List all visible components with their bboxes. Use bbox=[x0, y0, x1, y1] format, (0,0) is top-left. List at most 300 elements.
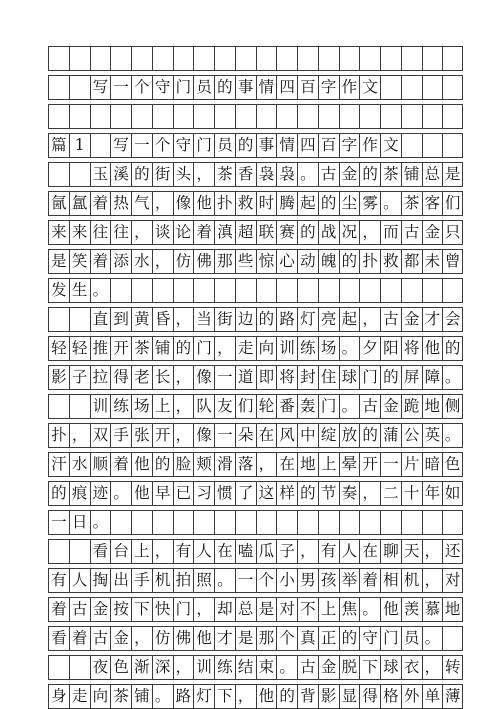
grid-cell bbox=[401, 134, 422, 157]
grid-cell: 古 bbox=[69, 598, 90, 621]
grid-cell: 痕 bbox=[69, 482, 90, 505]
grid-cell: 一 bbox=[110, 76, 131, 99]
grid-cell: 张 bbox=[131, 424, 152, 447]
grid-cell: 热 bbox=[110, 192, 131, 215]
grid-cell bbox=[69, 308, 90, 331]
grid-cell bbox=[442, 47, 463, 70]
grid-cell bbox=[110, 511, 131, 534]
grid-cell: 早 bbox=[152, 482, 173, 505]
grid-cell: 们 bbox=[235, 395, 256, 418]
grid-cell bbox=[318, 279, 339, 302]
grid-cell: 孩 bbox=[318, 569, 339, 592]
grid-cell: 。 bbox=[152, 685, 173, 708]
grid-cell bbox=[318, 105, 339, 128]
grid-cell: 掏 bbox=[90, 569, 111, 592]
grid-cell bbox=[48, 656, 69, 679]
grid-cell: 那 bbox=[256, 627, 277, 650]
grid-cell: 上 bbox=[131, 540, 152, 563]
grid-cell: 文 bbox=[359, 76, 380, 99]
grid-cell: 古 bbox=[359, 395, 380, 418]
grid-cell: 往 bbox=[90, 221, 111, 244]
grid-cell: ， bbox=[422, 540, 443, 563]
grid-cell: 。 bbox=[110, 482, 131, 505]
grid-cell bbox=[131, 47, 152, 70]
grid-cell: 开 bbox=[110, 337, 131, 360]
grid-cell: 着 bbox=[110, 453, 131, 476]
grid-cell bbox=[48, 105, 69, 128]
grid-cell: 色 bbox=[442, 453, 463, 476]
grid-cell: 外 bbox=[401, 685, 422, 708]
grid-cell: 轻 bbox=[48, 337, 69, 360]
grid-cell: 番 bbox=[276, 395, 297, 418]
grid-cell: 轮 bbox=[256, 395, 277, 418]
grid-cell: 拉 bbox=[90, 366, 111, 389]
grid-cell: 他 bbox=[380, 598, 401, 621]
grid-cell bbox=[442, 511, 463, 534]
grid-cell: 茶 bbox=[401, 192, 422, 215]
grid-cell: 些 bbox=[235, 250, 256, 273]
grid-cell: 有 bbox=[318, 540, 339, 563]
grid-cell: 滇 bbox=[214, 221, 235, 244]
grid-cell: 向 bbox=[90, 685, 111, 708]
grid-cell bbox=[442, 279, 463, 302]
grid-cell bbox=[422, 105, 443, 128]
text-row bbox=[48, 249, 463, 274]
grid-cell: 佛 bbox=[193, 250, 214, 273]
grid-cell: 的 bbox=[297, 221, 318, 244]
grid-cell: ， bbox=[297, 540, 318, 563]
grid-cell bbox=[193, 105, 214, 128]
grid-cell: 在 bbox=[256, 424, 277, 447]
grid-cell: 个 bbox=[276, 627, 297, 650]
grid-cell bbox=[214, 279, 235, 302]
grid-cell: 个 bbox=[131, 76, 152, 99]
grid-cell: 深 bbox=[152, 656, 173, 679]
grid-cell: 袅 bbox=[276, 163, 297, 186]
grid-cell: 像 bbox=[193, 424, 214, 447]
text-row bbox=[48, 191, 463, 216]
grid-cell bbox=[48, 47, 69, 70]
grid-cell: 道 bbox=[235, 366, 256, 389]
grid-cell bbox=[173, 47, 194, 70]
grid-cell: 。 bbox=[214, 569, 235, 592]
grid-cell: 地 bbox=[297, 453, 318, 476]
grid-cell bbox=[442, 76, 463, 99]
grid-cell: 嗑 bbox=[235, 540, 256, 563]
grid-cell: 救 bbox=[235, 192, 256, 215]
grid-cell: 场 bbox=[318, 337, 339, 360]
grid-cell: 字 bbox=[318, 76, 339, 99]
grid-cell: 如 bbox=[442, 482, 463, 505]
grid-cell: 年 bbox=[422, 482, 443, 505]
section-title-row bbox=[48, 133, 463, 158]
grid-cell: 人 bbox=[193, 540, 214, 563]
grid-cell: 练 bbox=[110, 395, 131, 418]
grid-cell: 他 bbox=[193, 627, 214, 650]
grid-cell: 情 bbox=[276, 134, 297, 157]
grid-cell: 不 bbox=[297, 598, 318, 621]
grid-cell: 向 bbox=[256, 337, 277, 360]
grid-cell bbox=[48, 163, 69, 186]
grid-cell: 暗 bbox=[422, 453, 443, 476]
grid-cell bbox=[152, 105, 173, 128]
grid-cell: 羡 bbox=[401, 598, 422, 621]
text-row bbox=[48, 394, 463, 419]
grid-cell: 在 bbox=[276, 453, 297, 476]
grid-cell: 像 bbox=[173, 192, 194, 215]
grid-cell bbox=[214, 511, 235, 534]
grid-cell: 轻 bbox=[69, 337, 90, 360]
grid-cell: 作 bbox=[359, 134, 380, 157]
grid-cell bbox=[339, 47, 360, 70]
grid-cell bbox=[359, 47, 380, 70]
grid-cell: 在 bbox=[214, 540, 235, 563]
grid-cell bbox=[110, 279, 131, 302]
grid-cell: 作 bbox=[339, 76, 360, 99]
grid-cell bbox=[422, 279, 443, 302]
grid-cell: 走 bbox=[69, 685, 90, 708]
grid-cell: 来 bbox=[48, 221, 69, 244]
grid-cell bbox=[256, 105, 277, 128]
grid-cell bbox=[69, 395, 90, 418]
grid-cell: 的 bbox=[152, 453, 173, 476]
grid-cell bbox=[276, 279, 297, 302]
grid-cell: 手 bbox=[131, 569, 152, 592]
grid-cell: 一 bbox=[131, 134, 152, 157]
grid-cell: 却 bbox=[214, 598, 235, 621]
grid-cell bbox=[276, 511, 297, 534]
text-row bbox=[48, 510, 463, 535]
text-row bbox=[48, 423, 463, 448]
grid-cell: ， bbox=[173, 366, 194, 389]
grid-cell: 金 bbox=[90, 598, 111, 621]
grid-cell bbox=[339, 279, 360, 302]
grid-cell bbox=[359, 279, 380, 302]
grid-cell: 上 bbox=[318, 453, 339, 476]
grid-cell bbox=[442, 627, 463, 650]
grid-cell bbox=[90, 47, 111, 70]
grid-cell: 着 bbox=[193, 221, 214, 244]
grid-cell: 机 bbox=[401, 569, 422, 592]
grid-cell: 灯 bbox=[297, 308, 318, 331]
grid-cell: 一 bbox=[214, 424, 235, 447]
grid-cell: 尘 bbox=[339, 192, 360, 215]
grid-cell: 地 bbox=[422, 395, 443, 418]
grid-cell bbox=[214, 47, 235, 70]
grid-cell: 茶 bbox=[380, 163, 401, 186]
grid-cell: 下 bbox=[131, 598, 152, 621]
grid-cell: 是 bbox=[48, 250, 69, 273]
grid-cell: 的 bbox=[359, 424, 380, 447]
grid-cell: 边 bbox=[235, 308, 256, 331]
grid-cell: 像 bbox=[193, 366, 214, 389]
grid-cell: 才 bbox=[422, 308, 443, 331]
grid-cell: 百 bbox=[297, 76, 318, 99]
grid-cell: 双 bbox=[90, 424, 111, 447]
grid-cell: 人 bbox=[69, 569, 90, 592]
grid-cell bbox=[152, 47, 173, 70]
grid-cell: 到 bbox=[110, 308, 131, 331]
grid-cell: 看 bbox=[48, 627, 69, 650]
grid-cell bbox=[297, 105, 318, 128]
grid-cell: 小 bbox=[276, 569, 297, 592]
grid-cell: ， bbox=[69, 424, 90, 447]
grid-cell bbox=[339, 511, 360, 534]
grid-cell: 玉 bbox=[90, 163, 111, 186]
grid-cell bbox=[131, 279, 152, 302]
grid-cell: 门 bbox=[318, 395, 339, 418]
grid-cell: 背 bbox=[297, 685, 318, 708]
grid-cell bbox=[442, 134, 463, 157]
grid-cell: 袅 bbox=[256, 163, 277, 186]
grid-cell: 友 bbox=[214, 395, 235, 418]
grid-cell: 场 bbox=[131, 395, 152, 418]
grid-cell: 客 bbox=[422, 192, 443, 215]
text-row bbox=[48, 597, 463, 622]
grid-cell bbox=[48, 540, 69, 563]
grid-cell: 子 bbox=[276, 540, 297, 563]
grid-cell: 文 bbox=[380, 134, 401, 157]
grid-cell bbox=[193, 47, 214, 70]
grid-cell bbox=[297, 279, 318, 302]
grid-cell: 举 bbox=[339, 569, 360, 592]
grid-cell bbox=[401, 279, 422, 302]
grid-cell: 仿 bbox=[173, 250, 194, 273]
grid-cell: 上 bbox=[152, 395, 173, 418]
grid-cell bbox=[422, 47, 443, 70]
grid-cell: 添 bbox=[110, 250, 131, 273]
grid-cell: 黄 bbox=[131, 308, 152, 331]
grid-cell bbox=[193, 279, 214, 302]
grid-cell: 那 bbox=[214, 250, 235, 273]
grid-cell: ， bbox=[193, 163, 214, 186]
grid-cell: ， bbox=[422, 656, 443, 679]
text-row bbox=[48, 626, 463, 651]
grid-cell: 晕 bbox=[339, 453, 360, 476]
grid-cell: 日 bbox=[69, 511, 90, 534]
grid-cell: ， bbox=[235, 685, 256, 708]
grid-cell: 惯 bbox=[214, 482, 235, 505]
grid-cell: 走 bbox=[235, 337, 256, 360]
grid-cell: 训 bbox=[90, 395, 111, 418]
text-row bbox=[48, 162, 463, 187]
grid-cell: 铺 bbox=[401, 163, 422, 186]
grid-cell: 。 bbox=[276, 656, 297, 679]
grid-cell: 汗 bbox=[48, 453, 69, 476]
grid-cell: 夜 bbox=[90, 656, 111, 679]
grid-cell: 门 bbox=[193, 134, 214, 157]
grid-cell: 的 bbox=[256, 308, 277, 331]
grid-cell bbox=[48, 395, 69, 418]
grid-cell: 这 bbox=[256, 482, 277, 505]
grid-cell: 样 bbox=[276, 482, 297, 505]
grid-cell: 住 bbox=[318, 366, 339, 389]
grid-cell: ， bbox=[256, 453, 277, 476]
grid-cell: 的 bbox=[276, 685, 297, 708]
grid-cell: 。 bbox=[339, 395, 360, 418]
grid-cell: 片 bbox=[401, 453, 422, 476]
grid-cell: 的 bbox=[380, 366, 401, 389]
grid-cell: 扑 bbox=[48, 424, 69, 447]
grid-cell: 灯 bbox=[193, 685, 214, 708]
grid-cell: 屏 bbox=[401, 366, 422, 389]
grid-cell: 夕 bbox=[359, 337, 380, 360]
text-row bbox=[48, 655, 463, 680]
grid-cell: 球 bbox=[339, 366, 360, 389]
grid-cell: 按 bbox=[110, 598, 131, 621]
grid-cell: 门 bbox=[173, 598, 194, 621]
grid-cell bbox=[380, 47, 401, 70]
grid-cell: 他 bbox=[131, 482, 152, 505]
grid-cell: 当 bbox=[193, 308, 214, 331]
grid-cell bbox=[235, 105, 256, 128]
grid-cell: 古 bbox=[90, 627, 111, 650]
grid-cell: 起 bbox=[297, 192, 318, 215]
grid-cell: 茶 bbox=[131, 337, 152, 360]
grid-cell: ， bbox=[173, 424, 194, 447]
grid-cell: 天 bbox=[401, 540, 422, 563]
grid-cell: 。 bbox=[297, 163, 318, 186]
grid-cell: 长 bbox=[152, 366, 173, 389]
grid-cell: 是 bbox=[256, 598, 277, 621]
grid-cell: 的 bbox=[214, 76, 235, 99]
grid-cell: 影 bbox=[48, 366, 69, 389]
grid-cell: 扑 bbox=[359, 250, 380, 273]
grid-cell: 扑 bbox=[214, 192, 235, 215]
grid-cell bbox=[256, 279, 277, 302]
grid-cell: 薄 bbox=[442, 685, 463, 708]
grid-cell: 水 bbox=[69, 453, 90, 476]
grid-cell: 颊 bbox=[193, 453, 214, 476]
grid-cell: 惊 bbox=[256, 250, 277, 273]
grid-cell bbox=[401, 47, 422, 70]
grid-cell: 单 bbox=[422, 685, 443, 708]
grid-cell: 的 bbox=[297, 482, 318, 505]
text-row bbox=[48, 365, 463, 390]
grid-cell: 谈 bbox=[152, 221, 173, 244]
grid-cell: 昏 bbox=[152, 308, 173, 331]
grid-cell bbox=[401, 76, 422, 99]
grid-cell: 员 bbox=[214, 134, 235, 157]
grid-cell bbox=[90, 134, 111, 157]
grid-cell: 水 bbox=[131, 250, 152, 273]
grid-cell bbox=[442, 105, 463, 128]
grid-cell: 跪 bbox=[401, 395, 422, 418]
grid-cell bbox=[318, 511, 339, 534]
grid-cell: 朵 bbox=[235, 424, 256, 447]
grid-cell: 茶 bbox=[110, 685, 131, 708]
grid-cell: 上 bbox=[318, 598, 339, 621]
grid-cell: 手 bbox=[110, 424, 131, 447]
grid-cell: 的 bbox=[131, 163, 152, 186]
grid-cell: 焦 bbox=[339, 598, 360, 621]
grid-cell: 的 bbox=[318, 192, 339, 215]
grid-cell: 往 bbox=[110, 221, 131, 244]
grid-cell: 动 bbox=[297, 250, 318, 273]
grid-cell: 已 bbox=[173, 482, 194, 505]
grid-cell: 影 bbox=[318, 685, 339, 708]
grid-cell: 的 bbox=[235, 134, 256, 157]
grid-cell: 铺 bbox=[131, 685, 152, 708]
grid-cell: 老 bbox=[131, 366, 152, 389]
grid-cell: 况 bbox=[339, 221, 360, 244]
grid-cell: 节 bbox=[318, 482, 339, 505]
grid-cell bbox=[214, 105, 235, 128]
grid-cell: 脱 bbox=[339, 656, 360, 679]
grid-cell: 。 bbox=[90, 511, 111, 534]
grid-cell: 百 bbox=[318, 134, 339, 157]
grid-cell: 。 bbox=[380, 192, 401, 215]
text-row bbox=[48, 568, 463, 593]
grid-cell: ， bbox=[131, 221, 152, 244]
grid-cell: 转 bbox=[442, 656, 463, 679]
grid-cell: 。 bbox=[359, 598, 380, 621]
grid-cell: 总 bbox=[235, 598, 256, 621]
grid-cell: 守 bbox=[359, 627, 380, 650]
grid-cell: 衣 bbox=[401, 656, 422, 679]
grid-cell: 对 bbox=[442, 569, 463, 592]
grid-cell: 顺 bbox=[90, 453, 111, 476]
grid-cell: 绽 bbox=[318, 424, 339, 447]
grid-cell: 氲 bbox=[69, 192, 90, 215]
grid-cell: 即 bbox=[256, 366, 277, 389]
grid-cell: 的 bbox=[173, 337, 194, 360]
grid-cell: 时 bbox=[256, 192, 277, 215]
grid-cell: 未 bbox=[422, 250, 443, 273]
grid-cell: 下 bbox=[214, 685, 235, 708]
grid-cell: 推 bbox=[90, 337, 111, 360]
grid-cell: 障 bbox=[422, 366, 443, 389]
grid-cell bbox=[69, 540, 90, 563]
grid-cell bbox=[173, 511, 194, 534]
grid-cell: 个 bbox=[256, 569, 277, 592]
grid-cell: 侧 bbox=[442, 395, 463, 418]
grid-cell: 的 bbox=[339, 250, 360, 273]
grid-cell: 古 bbox=[380, 308, 401, 331]
grid-cell: 球 bbox=[380, 656, 401, 679]
grid-cell: 慕 bbox=[422, 598, 443, 621]
grid-cell: 。 bbox=[442, 366, 463, 389]
grid-cell: 古 bbox=[401, 221, 422, 244]
grid-cell: ， bbox=[131, 627, 152, 650]
grid-cell: ， bbox=[152, 250, 173, 273]
grid-cell: ， bbox=[214, 337, 235, 360]
grid-cell: 格 bbox=[380, 685, 401, 708]
grid-cell: 奏 bbox=[339, 482, 360, 505]
grid-cell: 轰 bbox=[297, 395, 318, 418]
grid-cell: 人 bbox=[339, 540, 360, 563]
grid-cell: 员 bbox=[193, 76, 214, 99]
grid-cell bbox=[235, 511, 256, 534]
grid-cell: 子 bbox=[69, 366, 90, 389]
grid-cell: 将 bbox=[276, 366, 297, 389]
grid-cell: 论 bbox=[173, 221, 194, 244]
grid-cell: 才 bbox=[214, 627, 235, 650]
grid-cell: 渐 bbox=[131, 656, 152, 679]
grid-cell bbox=[359, 105, 380, 128]
grid-cell: 放 bbox=[339, 424, 360, 447]
grid-cell: 拍 bbox=[173, 569, 194, 592]
grid-cell bbox=[256, 47, 277, 70]
grid-cell: 路 bbox=[276, 308, 297, 331]
grid-cell: 。 bbox=[90, 279, 111, 302]
grid-cell: 门 bbox=[173, 76, 194, 99]
grid-cell bbox=[48, 76, 69, 99]
grid-cell: 战 bbox=[318, 221, 339, 244]
grid-cell: 腾 bbox=[276, 192, 297, 215]
grid-cell bbox=[235, 279, 256, 302]
grid-cell: 一 bbox=[380, 453, 401, 476]
